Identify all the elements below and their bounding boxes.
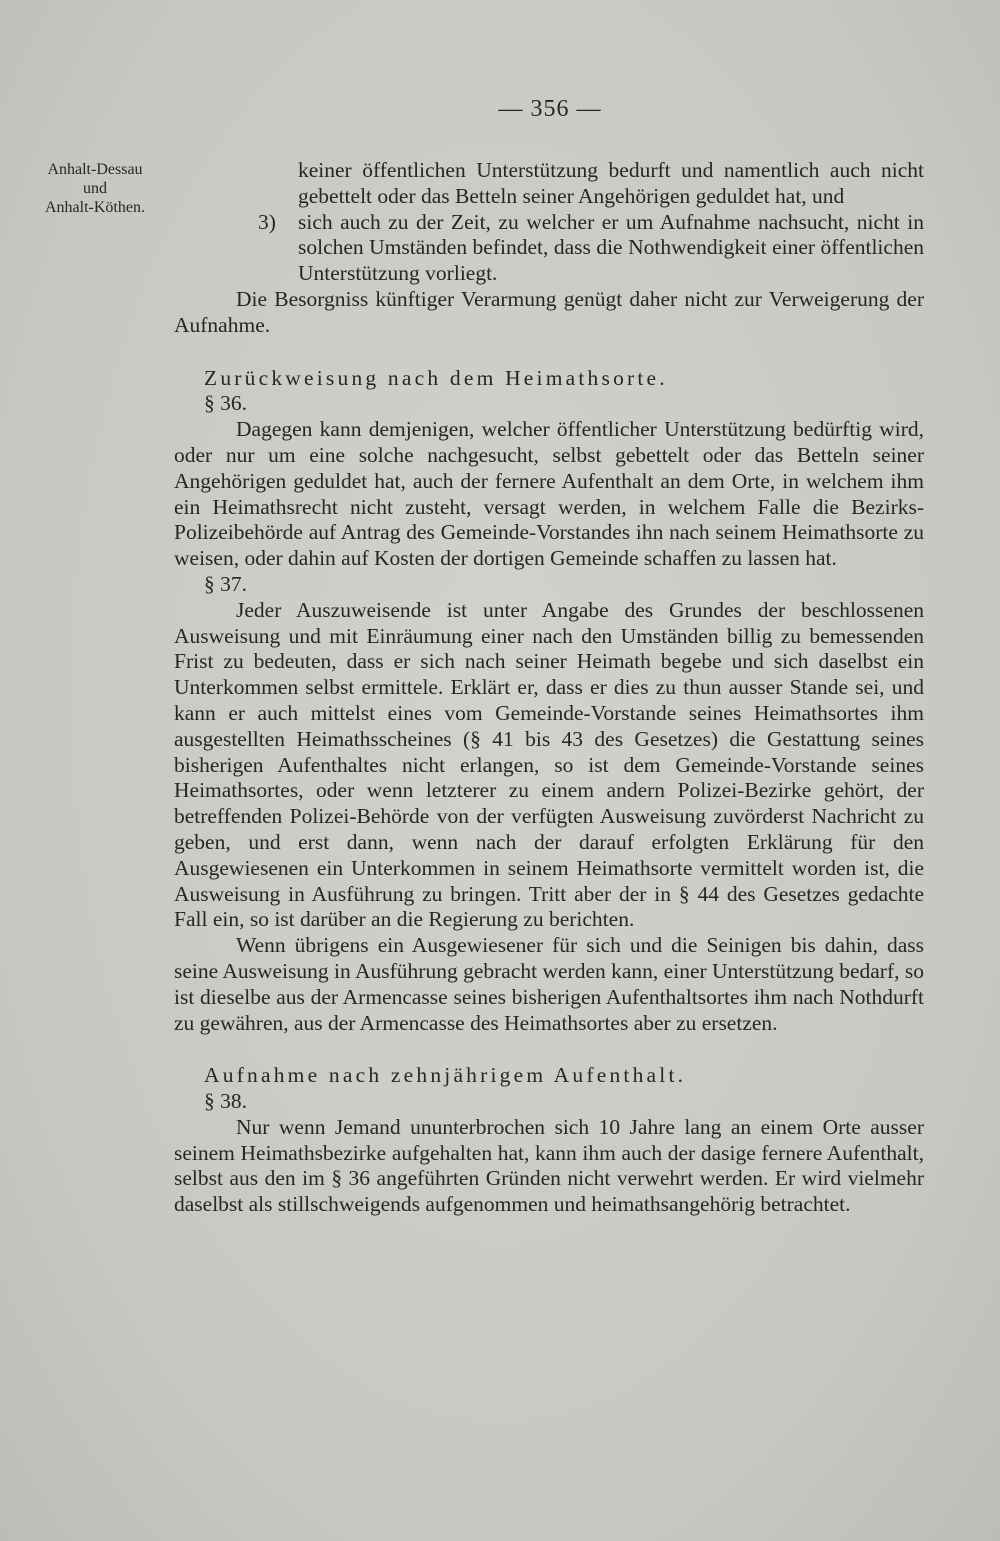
section-heading: Zurückweisung nach dem Heimathsorte. xyxy=(204,365,668,390)
margin-note-line: Anhalt-Köthen. xyxy=(45,199,145,216)
list-item-text: sich auch zu der Zeit, zu welcher er um Aufnahme nachsucht, nicht in solchen Umständen befindet, dass die Nothwendigkeit einer öffentlichen Unterstützung vorliegt. xyxy=(298,209,924,286)
paragraph-mark-38: § 38. xyxy=(204,1089,247,1114)
margin-note-line: Anhalt-Dessau xyxy=(47,161,143,178)
paragraph-conclusion: Die Besorgniss künftiger Verarmung genügt daher nicht zur Verweigerung der Aufnahme. xyxy=(174,286,924,337)
body-text xyxy=(174,158,924,1218)
list-item-continuation: keiner öffentlichen Unterstützung bedurft und namentlich auch nicht gebettelt oder das Betteln seiner Angehörigen geduldet hat, und xyxy=(298,158,924,208)
section-heading: Aufnahme nach zehnjährigem Aufenthalt. xyxy=(204,1063,687,1088)
paragraph-36: Dagegen kann demjenigen, welcher öffentlicher Unterstützung bedürftig wird, oder nur um eine solche nachgesucht, selbst gebettelt oder das Betteln seiner Angehörigen geduldet hat, auch der fernere Aufenthalt an dem Orte, in welchem ihm ein Heimathsrecht nicht zusteht, versagt werden, in welchem Falle die Bezirks-Polizeibehörde auf Antrag des Gemeinde-Vorstandes ihn nach seinem Heimathsorte zu weisen, oder dahin auf Kosten der dortigen Gemeinde schaffen zu lassen hat. xyxy=(174,417,924,571)
page-number: — 356 — xyxy=(498,96,602,122)
list-item-3 xyxy=(174,210,924,287)
margin-note xyxy=(20,160,170,217)
paragraph-38: Nur wenn Jemand ununterbrochen sich 10 Jahre lang an einem Orte ausser seinem Heimathsbezirke aufgehalten hat, kann ihm auch der dasige fernere Aufenthalt, selbst aus den im § 36 angeführten Gründen nicht verwehrt werden. Er wird vielmehr daselbst als stillschweigends aufgenommen und heimathsangehörig betrachtet. xyxy=(174,1114,924,1217)
paragraph-37-2: Wenn übrigens ein Ausgewiesener für sich und die Seinigen bis dahin, dass seine Ausweisung in Ausführung gebracht werden kann, einer Unterstützung bedarf, so ist dieselbe aus der Armencasse seines bisherigen Aufenthaltsortes ihm nach Nothdurft zu gewähren, aus der Armencasse des Heimathsortes aber zu ersetzen. xyxy=(174,933,924,1035)
paragraph-mark-37: § 37. xyxy=(204,571,247,596)
paragraph-mark-36: § 36. xyxy=(204,391,247,416)
margin-note-line: und xyxy=(83,180,107,197)
paragraph-37-1: Jeder Auszuweisende ist unter Angabe des Grundes der beschlossenen Ausweisung und mit Einräumung einer nach den Umständen billig zu bemessenden Frist zu bedeuten, dass er sich nach seiner Heimath begebe und sich daselbst ein Unterkommen selbst ermittele. Erklärt er, dass er dies zu thun ausser Stande sei, und kann er auch mittelst eines vom Gemeinde-Vorstande seines Heimathsortes ihm ausgestellten Heimathsscheines (§ 41 bis 43 des Gesetzes) die Gestattung seines bisherigen Aufenthaltes nicht erlangen, so ist dem Gemeinde-Vorstande seines Heimathsortes, oder wenn letzterer zu einem andern Polizei-Bezirke gehört, der betreffenden Polizei-Behörde von der verfügten Ausweisung zuvörderst Nachricht zu geben, und erst dann, wenn nach der darauf erfolgten Erklärung für den Ausgewiesenen ein Unterkommen in seinem Heimathsorte vermittelt worden ist, die Ausweisung in Ausführung zu bringen. Tritt aber der in § 44 des Gesetzes gedachte Fall ein, so ist darüber an die Regierung zu berichten. xyxy=(174,597,924,932)
list-item-number: 3) xyxy=(258,209,276,234)
